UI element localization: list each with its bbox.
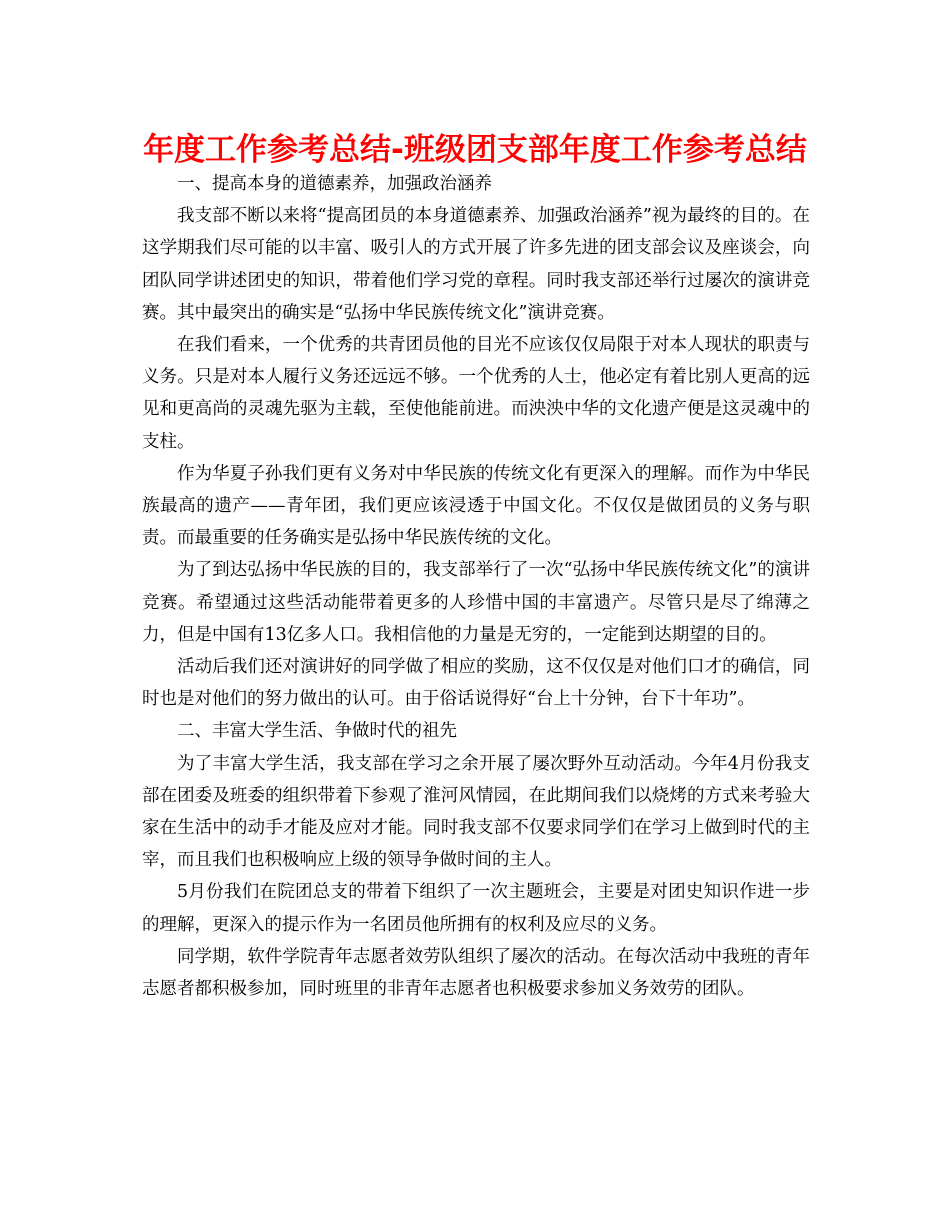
document-title: 年度工作参考总结-班级团支部年度工作参考总结 — [143, 132, 807, 168]
document-body — [142, 168, 810, 1005]
paragraph: 我支部不断以来将“提高团员的本身道德素养、加强政治涵养”视为最终的目的。在这学期我们尽可能的以丰富、吸引人的方式开展了许多先进的团支部会议及座谈会，向团队同学讲述团史的知识，带着他们学习党的章程。同时我支部还举行过屡次的演讲竞赛。其中最突出的确实是“弘扬中华民族传统文化”演讲竞赛。 — [142, 206, 810, 323]
paragraph: 为了到达弘扬中华民族的目的，我支部举行了一次“弘扬中华民族传统文化”的演讲竞赛。希望通过这些活动能带着更多的人珍惜中国的丰富遗产。尽管只是尽了绵薄之力，但是中国有13亿多人口。我相信他的力量是无穷的，一定能到达期望的目的。 — [142, 560, 810, 645]
paragraph: 在我们看来，一个优秀的共青团员他的目光不应该仅仅局限于对本人现状的职责与义务。只是对本人履行义务还远远不够。一个优秀的人士，他必定有着比别人更高的远见和更高尚的灵魂先驱为主载，至使他能前进。而泱泱中华的文化遗产便是这灵魂中的支柱。 — [142, 335, 810, 452]
section-heading-2: 二、丰富大学生活、争做时代的祖先 — [177, 721, 457, 742]
paragraph: 活动后我们还对演讲好的同学做了相应的奖励，这不仅仅是对他们口才的确信，同时也是对他们的努力做出的认可。由于俗话说得好“台上十分钟，台下十年功”。 — [142, 657, 810, 710]
paragraph: 5月份我们在院团总支的带着下组织了一次主题班会，主要是对团史知识作进一步的理解，更深入的提示作为一名团员他所拥有的权利及应尽的义务。 — [142, 882, 810, 935]
paragraph: 作为华夏子孙我们更有义务对中华民族的传统文化有更深入的理解。而作为中华民族最高的遗产——青年团，我们更应该浸透于中国文化。不仅仅是做团员的义务与职责。而最重要的任务确实是弘扬中华民族传统的文化。 — [142, 463, 810, 549]
section-heading-1: 一、提高本身的道德素养，加强政治涵养 — [177, 174, 492, 194]
paragraph: 为了丰富大学生活，我支部在学习之余开展了屡次野外互动活动。今年4月份我支部在团委及班委的组织带着下参观了淮河风情园，在此期间我们以烧烤的方式来考验大家在生活中的动手才能及应对才能。同时我支部不仅要求同学们在学习上做到时代的主宰，而且我们也积极响应上级的领导争做时间的主人。 — [142, 753, 810, 871]
paragraph: 同学期，软件学院青年志愿者效劳队组织了屡次的活动。在每次活动中我班的青年志愿者都积极参加，同时班里的非青年志愿者也积极要求参加义务效劳的团队。 — [142, 946, 810, 1000]
